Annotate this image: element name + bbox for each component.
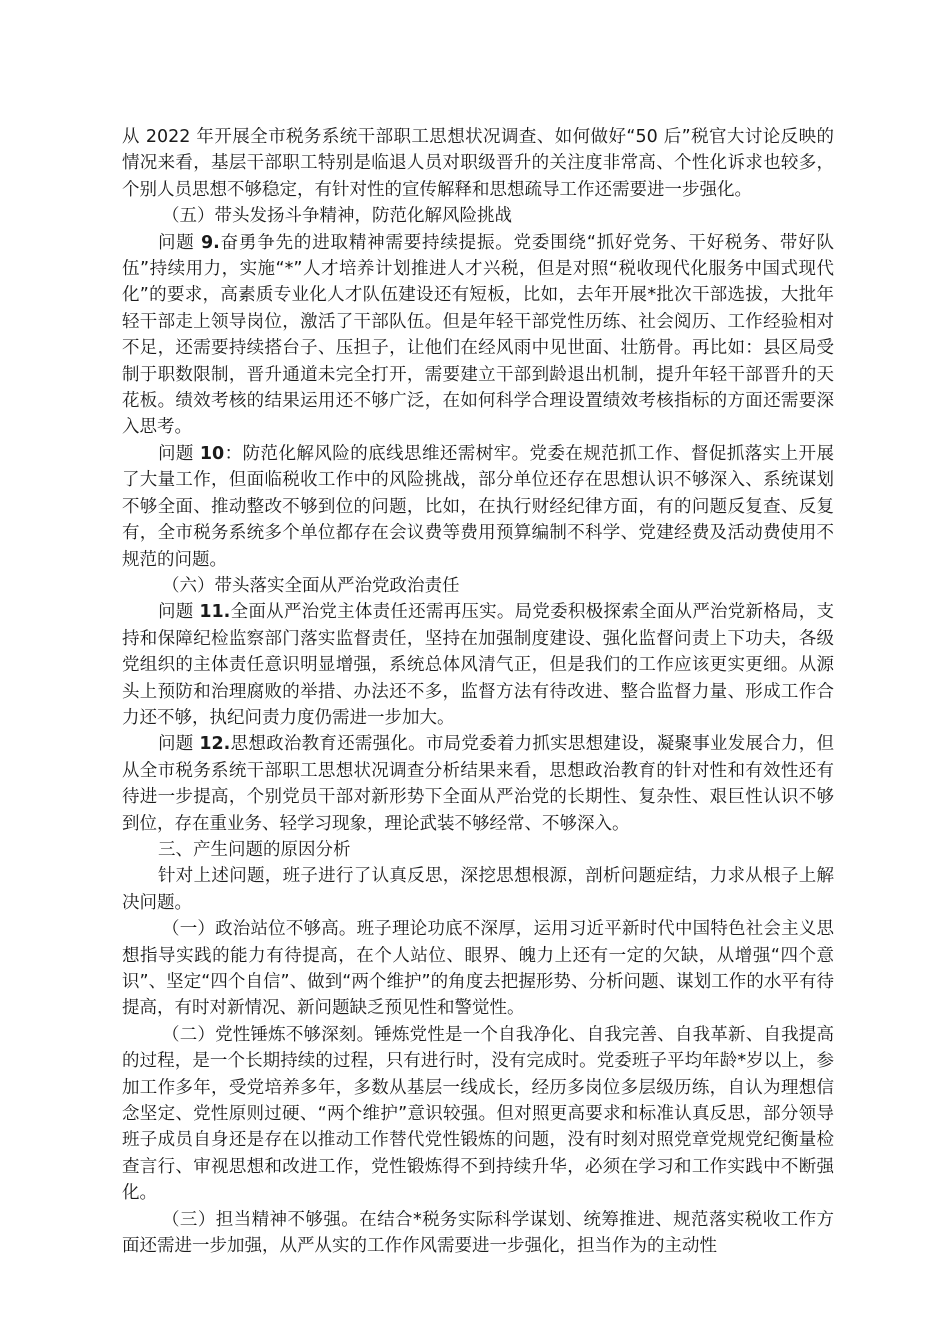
problem-text: ：防范化解风险的底线思维还需树牢。党委在规范抓工作、督促抓落实上开展了大量工作，但面临税收工作中的风险挑战，部分单位还存在思想认识不够深入、系统谋划不够全面、推动整改不够到位的问题，比如，在执行财经纪律方面，有的问题反复查、反复有，全市税务系统多个单位都存在会议费等费用预算编制不科学、党建经费及活动费使用不规范的问题。 [122,443,834,570]
paragraph-intro: 从 2022 年开展全市税务系统干部职工思想状况调查、如何做好“50 后”税官大讨论反映的情况来看，基层干部职工特别是临退人员对职级晋升的关注度非常高、个性化诉求也较多，个别人员思想不够稳定，有针对性的宣传解释和思想疏导工作还需要进一步强化。 [122,127,834,200]
problem-number: 11. [199,602,231,623]
section-heading-6: （六）带头落实全面从严治党政治责任 [162,575,460,596]
problem-number: 9. [201,232,220,253]
problem-number: 12. [199,734,231,755]
section-heading-3: 三、产生问题的原因分析 [158,839,351,860]
cause-3: （三）担当精神不够强。在结合*税务实际科学谋划、统筹推进、规范落实税收工作方面还需进一步加强，从严从实的工作作风需要进一步强化，担当作为的主动性 [122,1209,834,1257]
cause-2: （二）党性锤炼不够深刻。锤炼党性是一个自我净化、自我完善、自我革新、自我提高的过程，是一个长期持续的过程，只有进行时，没有完成时。党委班子平均年龄*岁以上，参加工作多年，受党培养多年，多数从基层一线成长，经历多岗位多层级历练，自认为理想信念坚定、党性原则过硬、“两个维护”意识较强。但对照更高要求和标准认真反思，部分领导班子成员自身还是存在以推动工作替代党性锻炼的问题，没有时刻对照党章党规党纪衡量检查言行、审视思想和改进工作，党性锻炼得不到持续升华，必须在学习和工作实践中不断强化。 [122,1024,834,1204]
document-page [122,124,834,1259]
problem-text: 思想政治教育还需强化。市局党委着力抓实思想建设，凝聚事业发展合力，但从全市税务系统干部职工思想状况调查分析结果来看，思想政治教育的针对性和有效性还有待进一步提高，个别党员干部对新形势下全面从严治党的长期性、复杂性、艰巨性认识不够到位，存在重业务、轻学习现象，理论武装不够经常、不够深入。 [122,734,834,834]
problem-number: 10 [199,443,225,464]
problem-prefix: 问题 [158,602,200,623]
problem-10 [122,441,834,573]
problem-prefix: 问题 [158,443,200,464]
problem-text: 全面从严治党主体责任还需再压实。局党委积极探索全面从严治党新格局，支持和保障纪检监察部门落实监督责任，坚持在加强制度建设、强化监督问责上下功夫，各级党组织的主体责任意识明显增强，系统总体风清气正，但是我们的工作应该更实更细。从源头上预防和治理腐败的举措、办法还不多，监督方法有待改进、整合监督力量、形成工作合力还不够，执纪问责力度仍需进一步加大。 [122,602,834,728]
problem-9 [122,230,834,441]
problem-11 [122,599,834,731]
section-heading-5: （五）带头发扬斗争精神，防范化解风险挑战 [162,206,512,227]
problem-text: 奋勇争先的进取精神需要持续提振。党委围绕“抓好党务、干好税务、带好队伍”持续用力，实施“*”人才培养计划推进人才兴税，但是对照“税收现代化服务中国式现代化”的要求，高素质专业化人才队伍建设还有短板，比如，去年开展*批次干部选拔，大批年轻干部走上领导岗位，激活了干部队伍。但是年轻干部党性历练、社会阅历、工作经验相对不足，还需要持续搭台子、压担子，让他们在经风雨中见世面、壮筋骨。再比如：县区局受制于职数限制，晋升通道未完全打开，需要建立干部到龄退出机制，提升年轻干部晋升的天花板。绩效考核的结果运用还不够广泛，在如何科学合理设置绩效考核指标的方面还需要深入思考。 [122,232,834,438]
problem-12 [122,731,834,837]
problem-prefix: 问题 [158,232,201,253]
paragraph-reflection: 针对上述问题，班子进行了认真反思，深挖思想根源，剖析问题症结，力求从根子上解决问题。 [122,866,834,913]
cause-1: （一）政治站位不够高。班子理论功底不深厚，运用习近平新时代中国特色社会主义思想指导实践的能力有待提高，在个人站位、眼界、魄力上还有一定的欠缺，从增强“四个意识”、坚定“四个自信”、做到“两个维护”的角度去把握形势、分析问题、谋划工作的水平有待提高，有时对新情况、新问题缺乏预见性和警觉性。 [122,919,834,1019]
problem-prefix: 问题 [158,734,200,755]
